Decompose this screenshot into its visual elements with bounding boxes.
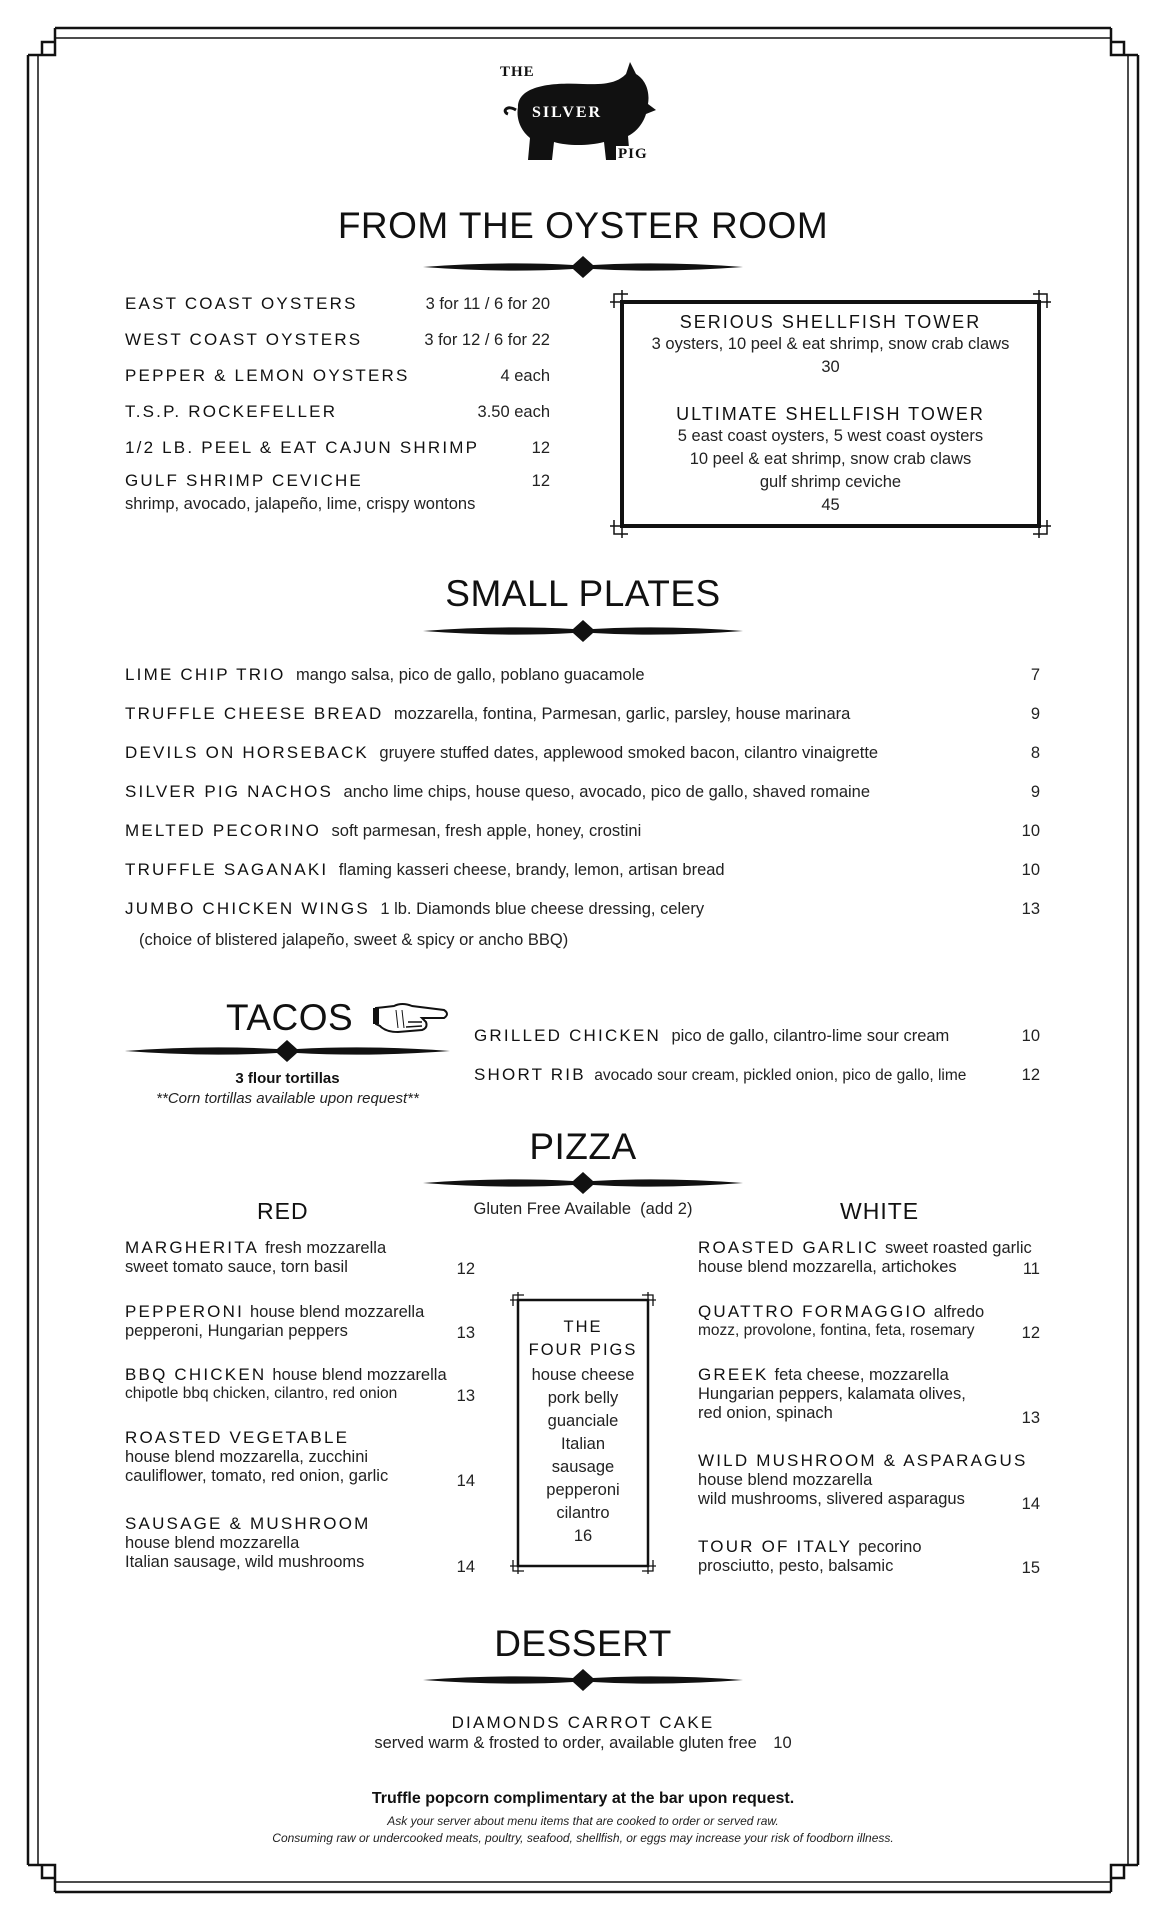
item-desc: wild mushrooms, slivered asparagus	[698, 1490, 965, 1508]
four-pigs-content	[518, 1316, 648, 1548]
wings-note: (choice of blistered jalapeño, sweet & spicy or ancho BBQ)	[139, 931, 569, 949]
oyster-room-title: FROM THE OYSTER ROOM	[337, 205, 829, 246]
item-desc: chipotle bbq chicken, cilantro, red onion	[125, 1385, 398, 1402]
foodborn-illness-warning: Consuming raw or undercooked meats, poultry, seafood, shellfish, or eggs may increase your risk of foodborn illness.	[272, 1831, 894, 1845]
item-name: SAUSAGE & MUSHROOM	[125, 1514, 371, 1533]
list-item	[125, 1514, 475, 1584]
item-desc: sweet tomato sauce, torn basil	[125, 1258, 348, 1276]
item-price: 14	[1021, 1495, 1040, 1513]
tower-desc: 10 peel & eat shrimp, snow crab claws	[689, 450, 972, 468]
tacos-subtitle: 3 flour tortillas	[235, 1070, 340, 1087]
item-desc: prosciutto, pesto, balsamic	[698, 1557, 894, 1575]
item-desc: house blend mozzarella	[698, 1471, 873, 1489]
item-desc: ancho lime chips, house queso, avocado, pico de gallo, shaved romaine	[343, 783, 871, 801]
pizza-divider	[423, 1172, 743, 1194]
tower-desc: gulf shrimp ceviche	[759, 473, 902, 491]
red-label: RED	[257, 1198, 309, 1224]
item-desc: pico de gallo, cilantro-lime sour cream	[671, 1027, 950, 1045]
four-pigs-title: THE	[563, 1318, 603, 1336]
item-name: LIME CHIP TRIO	[125, 665, 286, 684]
item-name: WEST COAST OYSTERS	[125, 330, 363, 349]
four-pigs-price: 16	[573, 1527, 593, 1545]
item-desc: gruyere stuffed dates, applewood smoked bacon, cilantro vinaigrette	[379, 744, 879, 762]
item-name: GREEK	[698, 1365, 769, 1384]
list-item	[125, 330, 550, 366]
list-item	[125, 1365, 475, 1428]
item-name: EAST COAST OYSTERS	[125, 294, 358, 313]
dessert-title: DESSERT	[494, 1623, 672, 1664]
item-desc: soft parmesan, fresh apple, honey, crostini	[331, 822, 642, 840]
tower-ultimate	[622, 404, 1039, 517]
item-desc: cauliflower, tomato, red onion, garlic	[125, 1467, 389, 1485]
item-desc: pepperoni, Hungarian peppers	[125, 1322, 348, 1340]
four-pigs-line: Italian	[560, 1435, 606, 1453]
item-name: MELTED PECORINO	[125, 821, 322, 840]
item-price: 12	[456, 1260, 475, 1278]
item-desc: house blend mozzarella, zucchini	[125, 1448, 369, 1466]
item-desc: house blend mozzarella	[272, 1366, 447, 1384]
oyster-room-divider	[423, 256, 743, 278]
item-name: MARGHERITA	[125, 1238, 260, 1257]
list-item	[125, 899, 1040, 931]
list-item	[125, 438, 550, 471]
tower-serious	[622, 312, 1039, 379]
pizza-title: PIZZA	[529, 1126, 637, 1167]
list-item	[474, 1065, 1040, 1104]
four-pigs-line: sausage	[551, 1458, 615, 1476]
item-price: 14	[456, 1472, 475, 1490]
item-price: 9	[1030, 783, 1040, 801]
item-price: 11	[1022, 1260, 1040, 1278]
item-price: 12	[531, 439, 550, 457]
item-desc: sweet roasted garlic	[885, 1239, 1032, 1257]
list-item	[125, 821, 1040, 860]
list-item	[474, 1026, 1040, 1065]
small-plates-divider	[423, 620, 743, 642]
dessert-divider	[423, 1669, 743, 1691]
list-item	[125, 782, 1040, 821]
item-price: 13	[456, 1324, 475, 1342]
item-price: 14	[456, 1558, 475, 1576]
pointing-hand-icon	[372, 998, 450, 1038]
list-item	[125, 471, 550, 521]
tacos-note: **Corn tortillas available upon request**	[156, 1090, 419, 1107]
tacos-list	[474, 1026, 1040, 1104]
item-name: WILD MUSHROOM & ASPARAGUS	[698, 1451, 1028, 1470]
item-price: 12	[1021, 1324, 1040, 1342]
logo-pig: PIG	[618, 146, 648, 162]
item-name: TOUR OF ITALY	[698, 1537, 853, 1556]
item-price: 8	[1030, 744, 1040, 762]
item-price: 12	[1021, 1066, 1040, 1084]
item-desc: shrimp, avocado, jalapeño, lime, crispy wontons	[125, 495, 476, 513]
item-price: 10	[1021, 822, 1040, 840]
item-desc: mozz, provolone, fontina, feta, rosemary	[698, 1322, 975, 1339]
list-item	[125, 743, 1040, 782]
item-name: 1/2 LB. PEEL & EAT CAJUN SHRIMP	[125, 438, 480, 457]
item-desc: Hungarian peppers, kalamata olives,	[698, 1385, 966, 1403]
item-price: 3.50 each	[477, 403, 550, 421]
item-name: GULF SHRIMP CEVICHE	[125, 471, 363, 490]
item-price: 10	[1021, 861, 1040, 879]
four-pigs-line: cilantro	[556, 1504, 610, 1522]
item-name: DEVILS ON HORSEBACK	[125, 743, 369, 762]
small-plates-list	[125, 665, 1040, 950]
item-desc: avocado sour cream, pickled onion, pico de gallo, lime	[594, 1067, 967, 1084]
item-desc: flaming kasseri cheese, brandy, lemon, artisan bread	[338, 861, 725, 879]
list-item	[698, 1451, 1040, 1537]
white-pizza-list	[698, 1238, 1040, 1587]
item-price: 13	[1021, 1409, 1040, 1427]
logo	[488, 52, 678, 167]
four-pigs-box	[508, 1288, 658, 1578]
tower-name: ULTIMATE SHELLFISH TOWER	[676, 404, 985, 424]
item-desc: mozzarella, fontina, Parmesan, garlic, parsley, house marinara	[393, 705, 851, 723]
list-item	[125, 1302, 475, 1365]
list-item	[125, 402, 550, 438]
item-desc: feta cheese, mozzarella	[774, 1366, 949, 1384]
red-pizza-list	[125, 1238, 475, 1584]
tower-name: SERIOUS SHELLFISH TOWER	[679, 312, 982, 332]
item-desc: alfredo	[933, 1303, 985, 1321]
logo-the: THE	[500, 64, 535, 80]
oyster-list	[125, 294, 550, 521]
item-price: 13	[1021, 900, 1040, 918]
list-item	[698, 1302, 1040, 1365]
dessert-name: DIAMONDS CARROT CAKE	[451, 1713, 715, 1732]
item-name: T.S.P. ROCKEFELLER	[125, 402, 338, 421]
item-name: JUMBO CHICKEN WINGS	[125, 899, 370, 918]
item-price: 3 for 12 / 6 for 22	[424, 331, 550, 349]
shellfish-tower-box	[608, 288, 1053, 540]
list-item	[125, 294, 550, 330]
dessert-desc: served warm & frosted to order, available gluten free	[374, 1734, 757, 1752]
list-item	[125, 704, 1040, 743]
dessert-price: 10	[773, 1734, 792, 1752]
item-name: GRILLED CHICKEN	[474, 1026, 661, 1045]
tower-price: 45	[821, 496, 840, 514]
item-name: ROASTED GARLIC	[698, 1238, 879, 1257]
four-pigs-line: pork belly	[547, 1389, 619, 1407]
item-desc: house blend mozzarella	[250, 1303, 425, 1321]
tacos-divider	[125, 1040, 450, 1062]
tower-desc: 3 oysters, 10 peel & eat shrimp, snow crab claws	[651, 335, 1010, 353]
item-name: TRUFFLE SAGANAKI	[125, 860, 329, 879]
popcorn-note: Truffle popcorn complimentary at the bar upon request.	[371, 1790, 795, 1807]
item-price: 13	[456, 1387, 475, 1405]
item-desc: 1 lb. Diamonds blue cheese dressing, celery	[380, 900, 705, 918]
item-name: QUATTRO FORMAGGIO	[698, 1302, 928, 1321]
dessert-line	[283, 1734, 883, 1753]
item-name: SILVER PIG NACHOS	[125, 782, 334, 801]
item-name: TRUFFLE CHEESE BREAD	[125, 704, 384, 723]
item-price: 7	[1030, 666, 1040, 684]
four-pigs-line: house cheese	[531, 1366, 635, 1384]
item-desc: red onion, spinach	[698, 1404, 833, 1422]
list-item	[125, 1428, 475, 1514]
list-item	[125, 665, 1040, 704]
item-price: 3 for 11 / 6 for 20	[425, 295, 550, 313]
four-pigs-title: FOUR PIGS	[528, 1341, 638, 1359]
list-item	[698, 1238, 1040, 1302]
item-price: 12	[531, 472, 550, 490]
item-desc: house blend mozzarella, artichokes	[698, 1258, 957, 1276]
four-pigs-line: guanciale	[547, 1412, 619, 1430]
list-item	[698, 1537, 1040, 1587]
item-name: PEPPER & LEMON OYSTERS	[125, 366, 410, 385]
item-name: PEPPERONI	[125, 1302, 244, 1321]
list-item	[125, 366, 550, 402]
white-label: WHITE	[840, 1198, 920, 1224]
item-price: 4 each	[500, 367, 550, 385]
tower-price: 30	[821, 358, 840, 376]
item-desc: Italian sausage, wild mushrooms	[125, 1553, 365, 1571]
four-pigs-line: pepperoni	[546, 1481, 620, 1499]
item-name: BBQ CHICKEN	[125, 1365, 267, 1384]
tower-desc: 5 east coast oysters, 5 west coast oysters	[677, 427, 984, 445]
tacos-title: TACOS	[226, 997, 354, 1038]
item-price: 9	[1030, 705, 1040, 723]
item-desc: mango salsa, pico de gallo, poblano guacamole	[296, 666, 645, 684]
raw-food-note: Ask your server about menu items that are cooked to order or served raw.	[387, 1814, 779, 1828]
item-name: SHORT RIB	[474, 1065, 586, 1084]
list-item	[698, 1365, 1040, 1451]
item-name: ROASTED VEGETABLE	[125, 1428, 350, 1447]
small-plates-title: SMALL PLATES	[445, 573, 721, 614]
logo-silver: SILVER	[532, 104, 603, 121]
item-desc: house blend mozzarella	[125, 1534, 300, 1552]
list-item	[125, 1238, 475, 1302]
item-price: 10	[1021, 1027, 1040, 1045]
gluten-free-note: Gluten Free Available (add 2)	[473, 1200, 693, 1218]
list-item	[125, 860, 1040, 899]
item-desc: pecorino	[858, 1538, 922, 1556]
item-desc: fresh mozzarella	[265, 1239, 387, 1257]
item-price: 15	[1021, 1559, 1040, 1577]
